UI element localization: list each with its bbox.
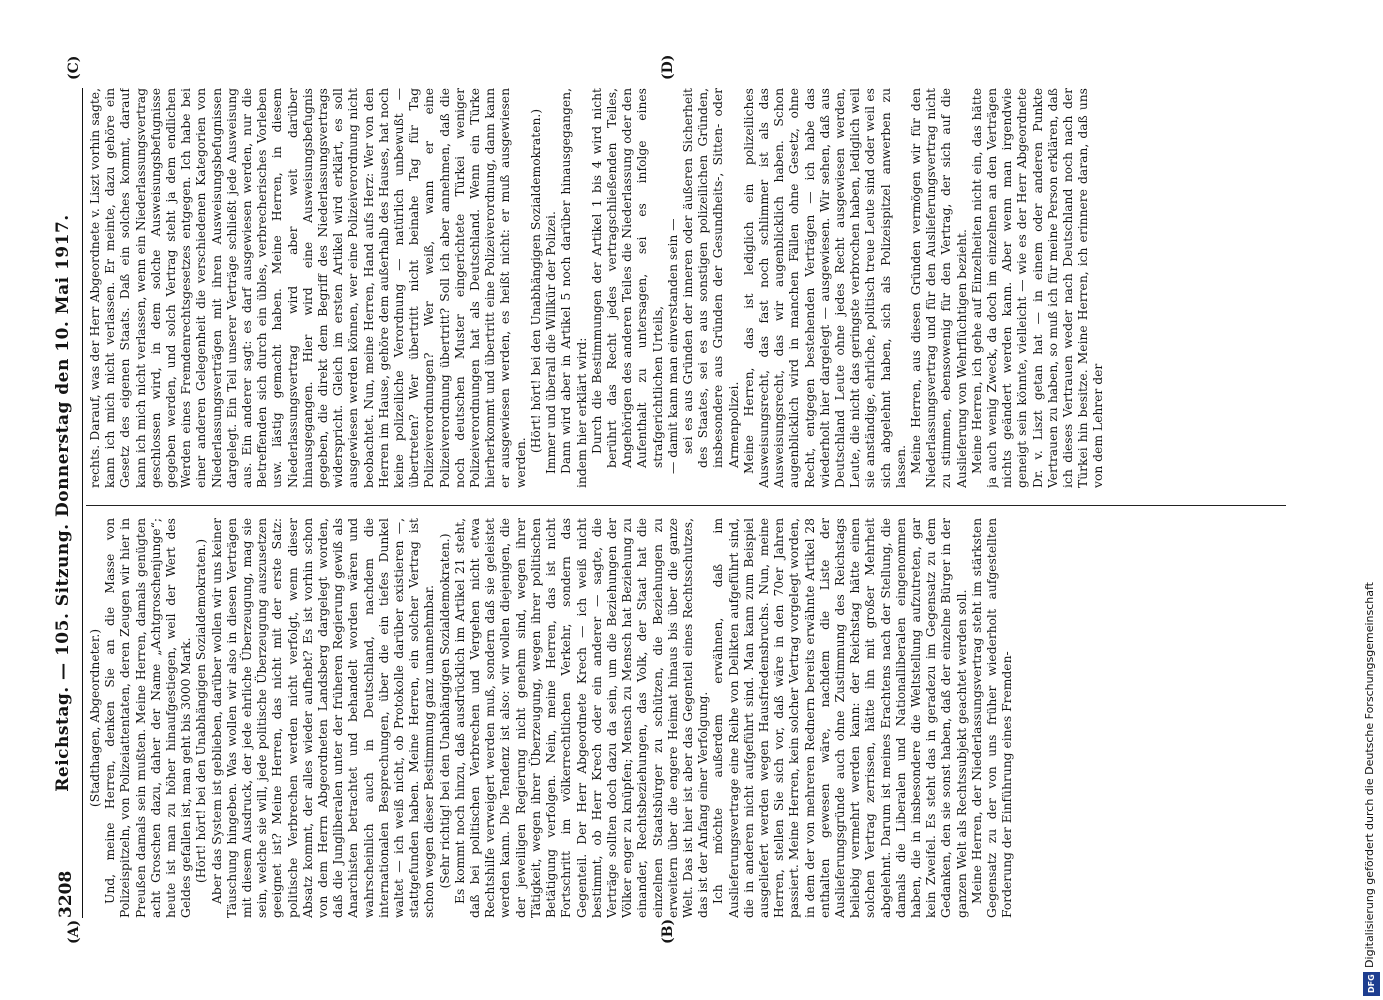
paragraph: Immer und überall die Willkür der Polizei. xyxy=(544,211,559,474)
page-header-title: Reichstag. — 105. Sitzung. Donnerstag den 10. Mai 1917. xyxy=(53,214,73,792)
interjection: (Hört! hört! bei den Unabhängigen Sozialdemokraten.) xyxy=(528,108,543,454)
margin-mark-d: (D) xyxy=(660,54,676,80)
margin-mark-a: (A) xyxy=(66,919,82,944)
paragraph: — damit kann man einverstanden sein — xyxy=(665,218,680,474)
paragraph: Ich möchte außerdem erwähnen, daß im Auslieferungsvertrage eine Reihe von Delikten aufgeführt sind, die in anderen nicht aufgeführt sind. Man kann zum Beispiel ausgeliefert werden wegen Hausfriedensbruchs. Nun, meine Herren, stellen Sie sich vor, daß wäre in den 70er Jahren passiert. Meine Herren, kein solcher Vertrag vorgelegt worden, in dem der von mehreren Rednern bereits erwähnte Artikel 28 enthalten gewesen wäre, nachdem die Liste der Auslieferungsgründe auch ohne Zustimmung des Reichstags beliebig vermehrt werden kann: der Reichstag hätte einen solchen Vertrag zerrissen, hätte ihn mit großer Mehrheit abgelehnt. Darum ist meines Erachtens nach der Stellung, die damals die Liberalen und Nationalliberalen eingenommen haben, die in insbesondere die Weltstellung aufzutreten, gar kein Zweifel. Es steht das in geradezu im Gegensatz zu dem Gedanken, den sie sonst haben, daß der einzelne Bürger in der ganzen Welt als Rechtssubjekt geachtet werden soll. xyxy=(711,518,969,918)
interjection: (Sehr richtig! bei den Unabhängigen Sozialdemokraten.) xyxy=(437,533,452,889)
margin-mark-b: (B) xyxy=(660,918,676,944)
quotation: Durch die Bestimmungen der Artikel 1 bis 4 wird nicht berührt das Recht jedes vertragschließenden Teiles, Angehörigen des anderen Teiles die Niederlassung oder den Aufenthalt zu untersagen, sei es infolge eines strafgerichtlichen Urteils, xyxy=(589,88,665,468)
paragraph: Meine Herren, ich gehe auf Einzelheiten nicht ein, das hätte ja auch wenig Zweck, da doch im einzelnen an den Verträgen nichts geändert werden kann. Aber wenn man irgendwie geneigt sein könnte, vielleicht — wie es der Herr Abgeordnete Dr. v. Liszt getan hat — in einem oder anderen Punkte Vertrauen zu haben, so muß ich für meine Person erklären, daß ich dieses Vertrauen weder nach Deutschland noch nach der Türkei hin besitze. Meine Herren, ich erinnere daran, daß uns von dem Lehrer der xyxy=(969,88,1106,488)
right-text-column xyxy=(88,88,1288,488)
dfg-logo: DFG xyxy=(1363,972,1380,996)
column-divider xyxy=(86,505,1286,506)
funding-credit: Digitalisierung gefördert durch die Deutsche Forschungsgemeinschaft xyxy=(1363,582,1376,968)
paragraph: Aber das System ist geblieben, darüber wollen wir uns keiner Täuschung hingeben. Was wollen wir also in diesen Verträgen mit diesem Ausdruck, der jede ehrliche Überzeugung, mag sie sein, welche sie will, jede politische Überzeugung auszusetzen geeignet ist? Meine Herren, das nicht mit der erste Satz: politische Verbrechen werden nicht verfolgt, wenn dieser Absatz kommt, der alles wieder aufhebt? Es ist vorhin schon von dem Herrn Abgeordneten Landsberg dargelegt worden, daß die Jungliberalen unter der früheren Regierung gewiß als Anarchisten betrachtet und behandelt worden wären und wahrscheinlich auch in Deutschland, nachdem die internationalen Besprechungen, über die ein tiefes Dunkel waltet — ich weiß nicht, ob Protokolle darüber existieren —, stattgefunden haben. Meine Herren, ein solcher Vertrag ist schon wegen dieser Bestimmung ganz unannehmbar. xyxy=(209,518,437,918)
paragraph: rechts. Darauf, was der Herr Abgeordnete v. Liszt vorhin sagte, kann ich mich nicht verlassen. Er meinte, dazu gehöre ein Gesetz des eigenen Staats. Daß ein solches kommt, darauf kann ich mich nicht verlassen, wenn ein Niederlassungsvertrag geschlossen wird, in dem solche Ausweisungsbefugnisse gegeben werden, und solch Vertrag steht ja dem endlichen Werden eines Fremdenrechtsgesetzes entgegen. Ich habe bei einer anderen Gelegenheit die verschiedenen Kategorien von Niederlassungsverträgen mit ihren Ausweisungsbefugnissen dargelegt. Ein Teil unserer Verträge schließt jede Ausweisung aus. Ein anderer sagt: es darf ausgewiesen werden, nur die Betreffenden sich durch ein übles, verbrecherisches Vorleben usw. lästig gemacht haben. Meine Herren, in diesem Niederlassungsvertrag wird aber weit darüber hinausgegangen. Hier wird eine Ausweisungsbefugnis gegeben, die direkt dem Begriff des Niederlassungsvertrags widerspricht. Gleich im ersten Artikel wird erklärt, es soll ausgewiesen werden können, wer eine Polizeiverordnung nicht beobachtet. Nun, meine Herren, Hand aufs Herz: Wer von den Herren im Hause, gehöre dem außerhalb des Hauses, hat noch keine polizeiliche Verordnung — natürlich unbewußt — übertreten? Wer übertritt nicht beinahe Tag für Tag Polizeiverordnungen? Wer weiß, wann er eine Polizeiverordnung übertritt? Soll ich aber annehmen, daß die noch deutschen Muster eingerichtete Türkei weniger Polizeiverordnungen hat als Deutschland. Wenn ein Türke hierherkommt und übertritt eine Polizeiverordnung, dann kann er ausgewiesen werden, es heißt nicht: er muß ausgewiesen werden. xyxy=(88,88,528,488)
credit-strip xyxy=(1360,0,1382,1000)
page-header xyxy=(38,88,83,918)
quotation: sei es aus Gründen der inneren oder äußeren Sicherheit des Staates, sei es aus sonstigen polizeilichen Gründen, insbesondere aus Gründen der Gesundheits-, Sitten- oder Armenpolizei. xyxy=(680,88,741,468)
paragraph: Dann wird aber in Artikel 5 noch darüber hinausgegangen, indem hier erklärt wird: xyxy=(559,88,589,488)
interjection: (Hört! hört! bei den Unabhängigen Sozialdemokraten.) xyxy=(194,538,209,884)
paragraph: Meine Herren, der Niederlassungsvertrag steht im stärksten Gegensatz zu der von uns früher wiederholt aufgestellten Forderung der Einführung eines Fremden- xyxy=(969,518,1015,918)
paragraph: Meine Herren, aus diesen Gründen vermögen wir für den Niederlassungsvertrag und für den Auslieferungsvertrag nicht zu stimmen, ebensowenig für den Vertrag, der sich auf die Auslieferung von Wehrflüchtigen bezieht. xyxy=(908,88,969,488)
paragraph: Und, meine Herren, denken Sie an die Masse von Polizeispitzeln, von Polizeiattentaten, deren Zeugen wir hier in Preußen damals sein mußten. Meine Herren, damals genügten acht Groschen dazu, daher der Name „Achtgroschenjunge“; heute ist man zu höher hinaufgestiegen, weil der Wert des Geldes gefallen ist, man geht bis 3000 Mark. xyxy=(103,518,194,918)
speaker-tag: (Stadthagen, Abgeordneter.) xyxy=(88,628,102,808)
margin-mark-c: (C) xyxy=(66,55,82,80)
paragraph: Meine Herren, das ist lediglich ein polizeiliches Ausweisungsrecht, das fast noch schlimmer ist als das Ausweisungsrecht, das wir augenblicklich haben. Schon augenblicklich wird in manchen Fällen ohne Gesetz, ohne Recht, entgegen bestehenden Verträgen — ich habe das wiederholt hier dargelegt — ausgewiesen. Wir sehen, daß aus Deutschland Leute ohne jedes Recht ausgewiesen werden, Leute, die nicht das geringste verbrochen haben, lediglich weil sie anständige, ehrliche, politisch treue Leute sind oder weil es sich abgelehnt haben, sich als Polizeispitzel anwerben zu lassen. xyxy=(741,88,908,488)
paragraph: Es kommt noch hinzu, daß ausdrücklich im Artikel 21 steht, daß bei politischen Verbrechen und Vergehen nicht etwa Rechtshilfe verweigert werden muß, sondern daß sie geleistet werden kann. Die Tendenz ist also: wir wollen diejenigen, die der jeweiligen Regierung nicht genehm sind, wegen ihrer Tätigkeit, wegen ihrer Überzeugung, wegen ihrer politischen Betätigung verfolgen. Nein, meine Herren, das ist nicht Fortschritt im völkerrechtlichen Verkehr, sondern das Gegenteil. Der Herr Abgeordnete Krech — ich weiß nicht bestimmt, ob Herr Krech oder ein anderer — sagte, die Verträge sollten doch dazu da sein, um die Beziehungen der Völker enger zu knüpfen; Mensch zu Mensch hat Beziehung zu einander, Rechtsbeziehungen, das Volk, der Staat hat die einzelnen Staatsbürger zu schützen, die Beziehungen zu erweitern über die engere Heimat hinaus bis über die ganze Welt. Das ist hier ist aber das Gegenteil eines Rechtsschutzes, das ist der Anfang einer Verfolgung. xyxy=(452,518,711,918)
page-number: 3208 xyxy=(56,870,76,918)
left-text-column xyxy=(88,518,1288,918)
